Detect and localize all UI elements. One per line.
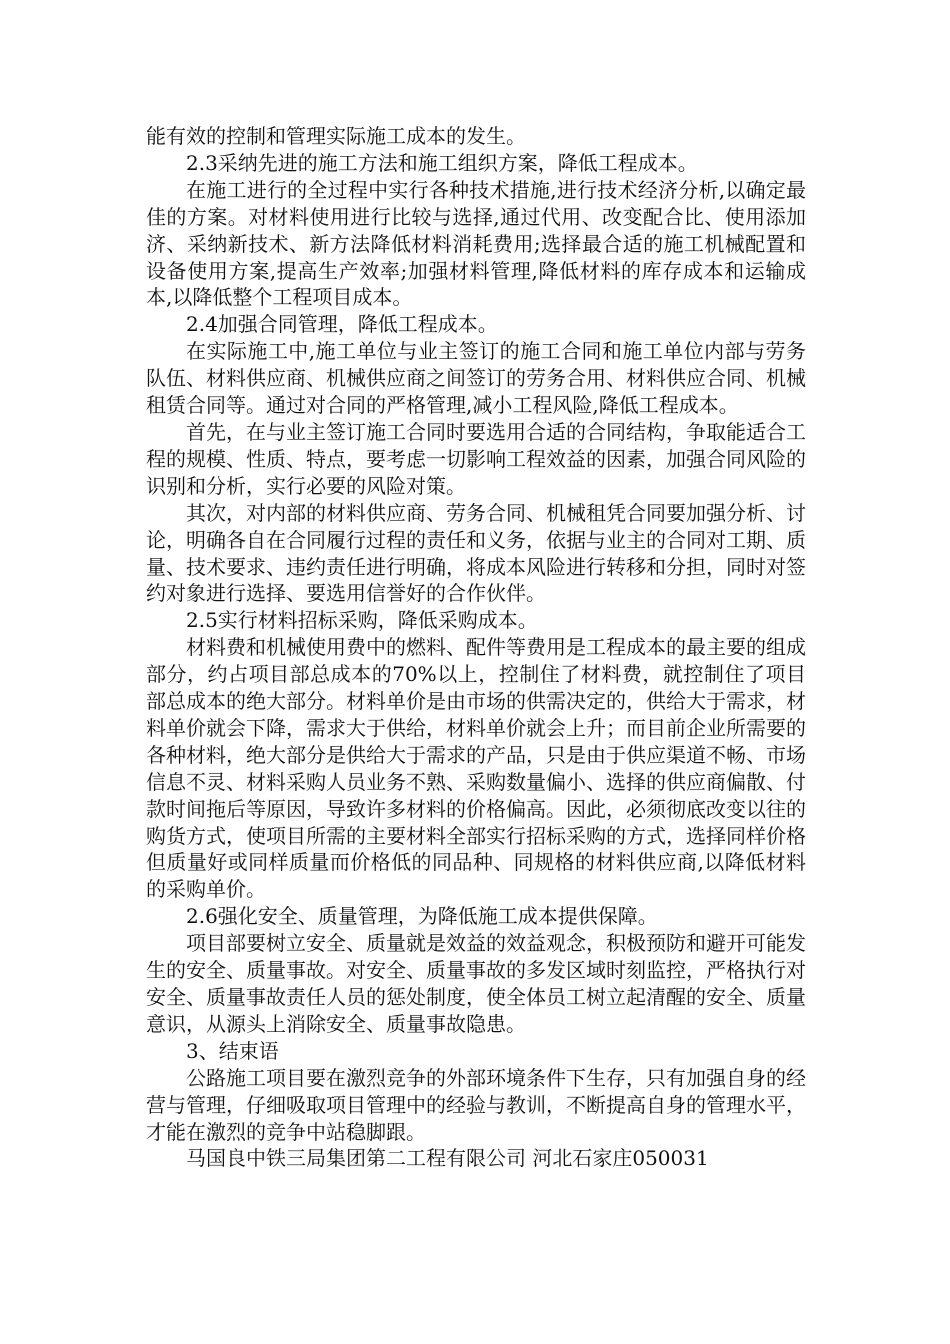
paragraph-conclusion: 公路施工项目要在激烈竞争的外部环境条件下生存，只有加强自身的经营与管理，仔细吸取项目管理中的经验与教训，不断提高自身的管理水平，才能在激烈的竞争中站稳脚跟。 — [146, 1065, 806, 1144]
section-heading-2-5: 2.5实行材料招标采购，降低采购成本。 — [186, 608, 538, 633]
document-body — [146, 123, 806, 1172]
section-heading-2-6: 2.6强化安全、质量管理，为降低施工成本提供保障。 — [186, 904, 658, 929]
author-affiliation: 马国良中铁三局集团第二工程有限公司 河北石家庄050031 — [186, 1146, 709, 1171]
paragraph-safety-quality: 项目部要树立安全、质量就是效益的效益观念，积极预防和避开可能发生的安全、质量事故。对安全、质量事故的多发区域时刻监控，严格执行对安全、质量事故责任人员的惩处制度，使全体员工树立起清醒的安全、质量意识，从源头上消除安全、质量事故隐患。 — [146, 931, 806, 1036]
paragraph-material-procurement: 材料费和机械使用费中的燃料、配件等费用是工程成本的最主要的组成部分，约占项目部总成本的70%以上，控制住了材料费，就控制住了项目部总成本的绝大部分。材料单价是由市场的供需决定的，供给大于需求，材料单价就会下降，需求大于供给，材料单价就会上升；而目前企业所需要的各种材料，绝大部分是供给大于需求的产品，只是由于供应渠道不畅、市场信息不灵、材料采购人员业务不熟、采购数量偏小、选择的供应商偏散、付款时间拖后等原因，导致许多材料的价格偏高。因此，必须彻底改变以往的购货方式，使项目所需的主要材料全部实行招标采购的方式，选择同样价格但质量好或同样质量而价格低的同品种、同规格的材料供应商,以降低材料的采购单价。 — [146, 635, 806, 902]
section-heading-2-4: 2.4加强合同管理，降低工程成本。 — [186, 312, 498, 337]
section-heading-2-3: 2.3采纳先进的施工方法和施工组织方案，降低工程成本。 — [186, 150, 698, 175]
paragraph-first: 首先，在与业主签订施工合同时要选用合适的合同结构，争取能适合工程的规模、性质、特点，要考虑一切影响工程效益的因素，加强合同风险的识别和分析，实行必要的风险对策。 — [146, 419, 806, 498]
paragraph-technical-measures: 在施工进行的全过程中实行各种技术措施,进行技术经济分析,以确定最佳的方案。对材料使用进行比较与选择,通过代用、改变配合比、使用添加济、采纳新技术、新方法降低材料消耗费用;选择最合适的施工机械配置和设备使用方案,提高生产效率;加强材料管理,降低材料的库存成本和运输成本,以降低整个工程项目成本。 — [146, 177, 806, 310]
paragraph-continuation: 能有效的控制和管理实际施工成本的发生。 — [146, 124, 526, 148]
paragraph-second: 其次，对内部的材料供应商、劳务合同、机械租凭合同要加强分析、讨论，明确各自在合同履行过程的责任和义务，依据与业主的合同对工期、质量、技术要求、违约责任进行明确，将成本风险进行转移和分担，同时对签约对象进行选择、要选用信誉好的合作伙伴。 — [146, 500, 806, 606]
section-heading-3: 3、结束语 — [186, 1038, 279, 1063]
paragraph-contract-management: 在实际施工中,施工单位与业主签订的施工合同和施工单位内部与劳务队伍、材料供应商、机械供应商之间签订的劳务合用、材料供应合同、机械租赁合同等。通过对合同的严格管理,减小工程风险,降低工程成本。 — [146, 339, 806, 418]
